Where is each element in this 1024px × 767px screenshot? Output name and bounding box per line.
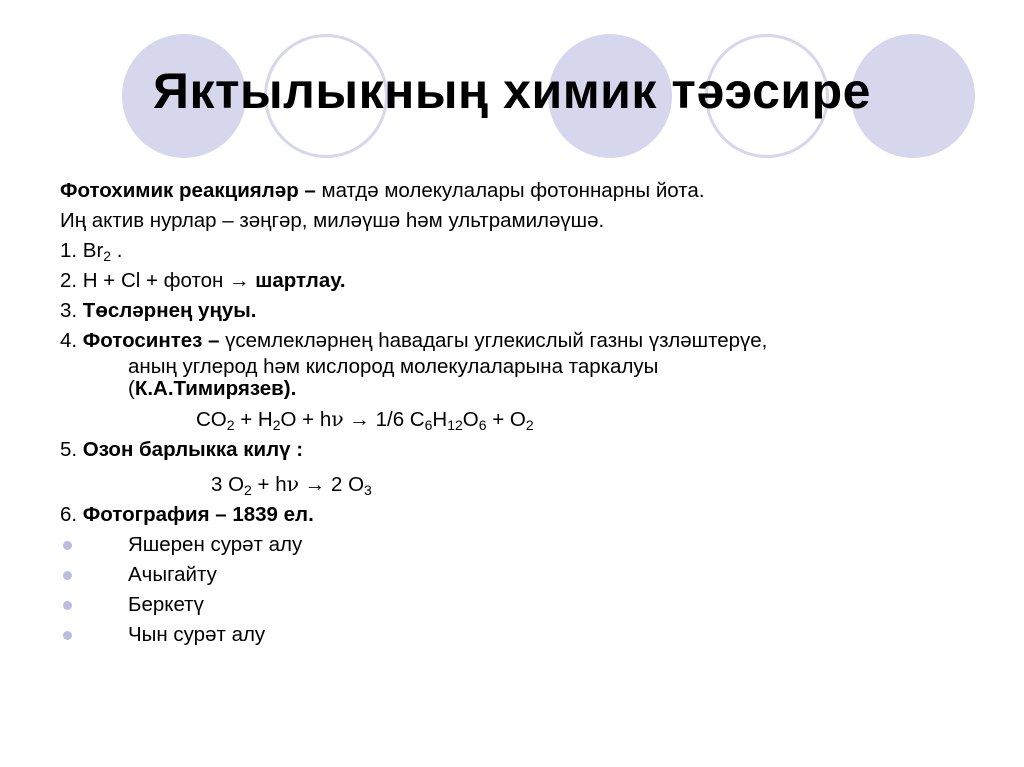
list-item	[60, 590, 980, 620]
item-5-bold: Озон барлыкка килү :	[82, 438, 304, 461]
item-2-bold: шартлау.	[255, 269, 346, 292]
eq1-sub: 12	[447, 417, 463, 433]
eq1-sub: 2	[525, 417, 534, 433]
equation-ozone	[60, 469, 980, 500]
line-item-4	[60, 326, 980, 356]
eq1-nu: ν	[331, 407, 344, 431]
eq1-sub: 2	[272, 417, 281, 433]
slide-body	[60, 176, 980, 650]
eq1-sub: 2	[226, 417, 235, 433]
item-4-num: 4.	[60, 329, 83, 352]
eq1-part: O	[462, 408, 479, 431]
item-1-text: 1. Br	[60, 239, 104, 262]
list-item-label: Яшерен сурәт алу	[128, 533, 303, 556]
eq2-sub: 3	[364, 482, 372, 498]
eq1-sub: 6	[478, 417, 487, 433]
line-photochemical	[60, 176, 980, 206]
eq2-part: → 2 O	[299, 473, 365, 496]
slide-title: Яктылыкның химик тәэсире	[153, 63, 871, 119]
line-active-rays: Иң актив нурлар – зәңгәр, миләүшә һәм ультрамиләүшә.	[60, 209, 605, 232]
list-item	[60, 530, 980, 560]
item-1-post: .	[111, 239, 123, 262]
eq2-nu: ν	[286, 472, 300, 496]
item-1-sub: 2	[103, 248, 112, 264]
bullet-dot-icon	[63, 631, 72, 640]
bullet-dot-icon	[63, 601, 72, 610]
eq1-part: + H	[234, 408, 273, 431]
list-item-label: Беркетү	[128, 593, 204, 616]
eq2-part: + h	[251, 473, 287, 496]
eq1-part: O + h	[280, 408, 332, 431]
item-4-bold: Фотосинтез –	[82, 329, 220, 352]
eq1-part: → 1/6 C	[343, 408, 425, 431]
item-4-text: үсемлекләрнең һавадагы углекислый газны үзләштерүе,	[219, 329, 768, 352]
line-item-3	[60, 296, 980, 326]
item-5-num: 5.	[60, 438, 83, 461]
item-6-num: 6.	[60, 503, 83, 526]
line-item-1	[60, 236, 980, 266]
eq1-part: + O	[486, 408, 526, 431]
line-item-2	[60, 266, 980, 296]
equation-photosynthesis	[60, 404, 980, 435]
item-3-num: 3.	[60, 299, 83, 322]
line-item-6	[60, 500, 980, 530]
eq2-part: 3 O	[211, 473, 245, 496]
list-item-label: Чын сурәт алу	[128, 623, 266, 646]
line-item-5	[60, 435, 980, 465]
author-name: К.А.Тимирязев).	[134, 377, 297, 400]
bullet-dot-icon	[63, 541, 72, 550]
photo-steps-list	[60, 530, 980, 650]
list-item	[60, 620, 980, 650]
list-item-label: Ачыгайту	[128, 563, 217, 586]
item-6-bold: Фотография – 1839 ел.	[82, 503, 314, 526]
definition-photochemical: матдә молекулалары фотоннарны йота.	[315, 179, 705, 202]
item-3-bold: Төсләрнең уңуы.	[82, 299, 257, 322]
eq1-sub: 6	[424, 417, 433, 433]
author-open-paren: (	[128, 377, 135, 400]
line-item-4-author	[60, 378, 980, 400]
term-photochemical: Фотохимик реакцияләр –	[60, 179, 316, 202]
eq1-part: CO	[196, 408, 227, 431]
line-item-4-cont: аның углерод һәм кислород молекулаларына таркалуы	[128, 355, 659, 378]
list-item	[60, 560, 980, 590]
eq1-part: H	[432, 408, 448, 431]
item-2-text: 2. H + Cl + фотон →	[60, 269, 256, 292]
bullet-dot-icon	[63, 571, 72, 580]
eq2-sub: 2	[244, 482, 252, 498]
